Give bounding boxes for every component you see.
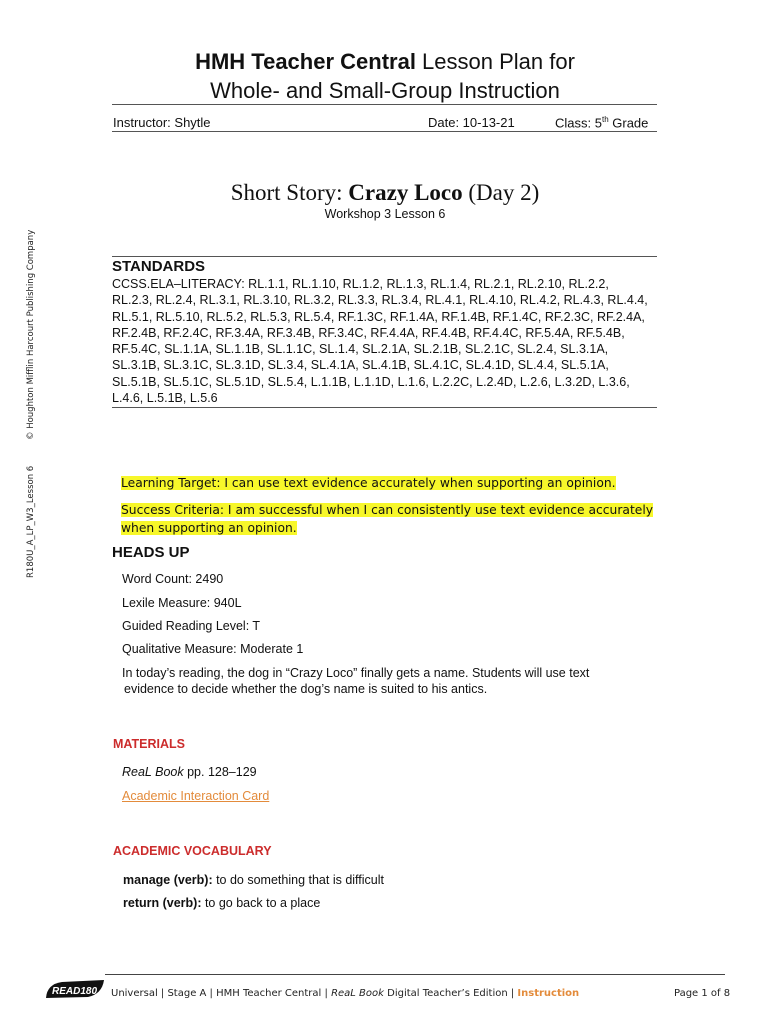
vocabulary-heading: ACADEMIC VOCABULARY bbox=[113, 844, 272, 858]
story-subtitle: Workshop 3 Lesson 6 bbox=[324, 207, 446, 221]
materials-book: ReaL Book pp. 128–129 bbox=[122, 765, 257, 779]
materials-heading: MATERIALS bbox=[113, 737, 185, 751]
title-line2: Whole- and Small-Group Instruction bbox=[210, 78, 560, 103]
lesson-code-side-text: R180U_A_LP_W3_Lesson 6 bbox=[26, 465, 36, 578]
guided-reading-level: Guided Reading Level: T bbox=[122, 619, 261, 633]
standards-heading: STANDARDS bbox=[112, 258, 206, 275]
standards-bottom-rule bbox=[112, 407, 657, 408]
reading-summary: In today’s reading, the dog in “Crazy Loco” finally gets a name. Students will use text evidence to decide whether the dog’s name is suited to his antics. bbox=[122, 666, 590, 696]
class-grade: Class: 5th Grade bbox=[555, 115, 649, 131]
date: Date: 10-13-21 bbox=[428, 115, 515, 130]
footer-text: Universal | Stage A | HMH Teacher Central | ReaL Book Digital Teacher’s Edition | Instruction bbox=[111, 988, 580, 999]
page-title bbox=[0, 47, 770, 105]
standards-top-rule bbox=[112, 256, 657, 257]
copyright-side-text: © Houghton Mifflin Harcourt Publishing Company bbox=[26, 229, 36, 440]
academic-interaction-card-link[interactable]: Academic Interaction Card bbox=[122, 789, 270, 803]
vocab-item: return (verb): to go back to a place bbox=[123, 896, 321, 910]
vocab-item: manage (verb): to do something that is difficult bbox=[123, 873, 385, 887]
word-count: Word Count: 2490 bbox=[122, 572, 224, 586]
title-rest: Lesson Plan for bbox=[415, 49, 575, 74]
title-divider bbox=[112, 104, 657, 105]
success-criteria: Success Criteria: I am successful when I can consistently use text evidence accurately when supporting an opinion. bbox=[121, 503, 654, 535]
read180-logo bbox=[44, 978, 106, 1002]
page-number: Page 1 of 8 bbox=[674, 988, 731, 999]
instructor: Instructor: Shytle bbox=[113, 115, 211, 130]
heads-up-heading: HEADS UP bbox=[112, 544, 190, 561]
standards-text: CCSS.ELA–LITERACY: RL.1.1, RL.1.10, RL.1.2, RL.1.3, RL.1.4, RL.2.1, RL.2.10, RL.2.2, RL.2.3, RL.2.4, RL.3.1, RL.3.10, RL.3.2, RL.3.3, RL.3.4, RL.4.1, RL.4.10, RL.4.2, RL.4.3, RL.4.4, RL.5.1, RL.5.10, RL.5.2, RL.5.3, RL.5.4, RF.1.3C, RF.1.4A, RF.1.4B, RF.1.4C, RF.2.3C, RF.2.4A, RF.2.4B, RF.2.4C, RF.3.4A, RF.3.4B, RF.3.4C, RF.4.4A, RF.4.4B, RF.4.4C, RF.5.4A, RF.5.4B, RF.5.4C, SL.1.1A, SL.1.1B, SL.1.1C, SL.1.4, SL.2.1A, SL.2.1B, SL.2.1C, SL.2.4, SL.3.1A, SL.3.1B, SL.3.1C, SL.3.1D, SL.3.4, SL.4.1A, SL.4.1B, SL.4.1C, SL.4.1D, SL.4.4, SL.5.1A, SL.5.1B, SL.5.1C, SL.5.1D, SL.5.4, L.1.1B, L.1.1D, L.1.6, L.2.2C, L.2.4D, L.2.6, L.3.2D, L.3.6, L.4.6, L.5.1B, L.5.6 bbox=[112, 277, 648, 406]
title-bold: HMH Teacher Central bbox=[195, 49, 416, 74]
footer-rule bbox=[105, 974, 725, 975]
story-title: Short Story: Crazy Loco (Day 2) bbox=[230, 180, 540, 205]
qualitative-measure: Qualitative Measure: Moderate 1 bbox=[122, 642, 304, 656]
svg-text:READ180: READ180 bbox=[52, 986, 98, 997]
lexile-measure: Lexile Measure: 940L bbox=[122, 596, 242, 610]
meta-divider bbox=[112, 131, 657, 132]
learning-target: Learning Target: I can use text evidence accurately when supporting an opinion. bbox=[121, 476, 616, 490]
